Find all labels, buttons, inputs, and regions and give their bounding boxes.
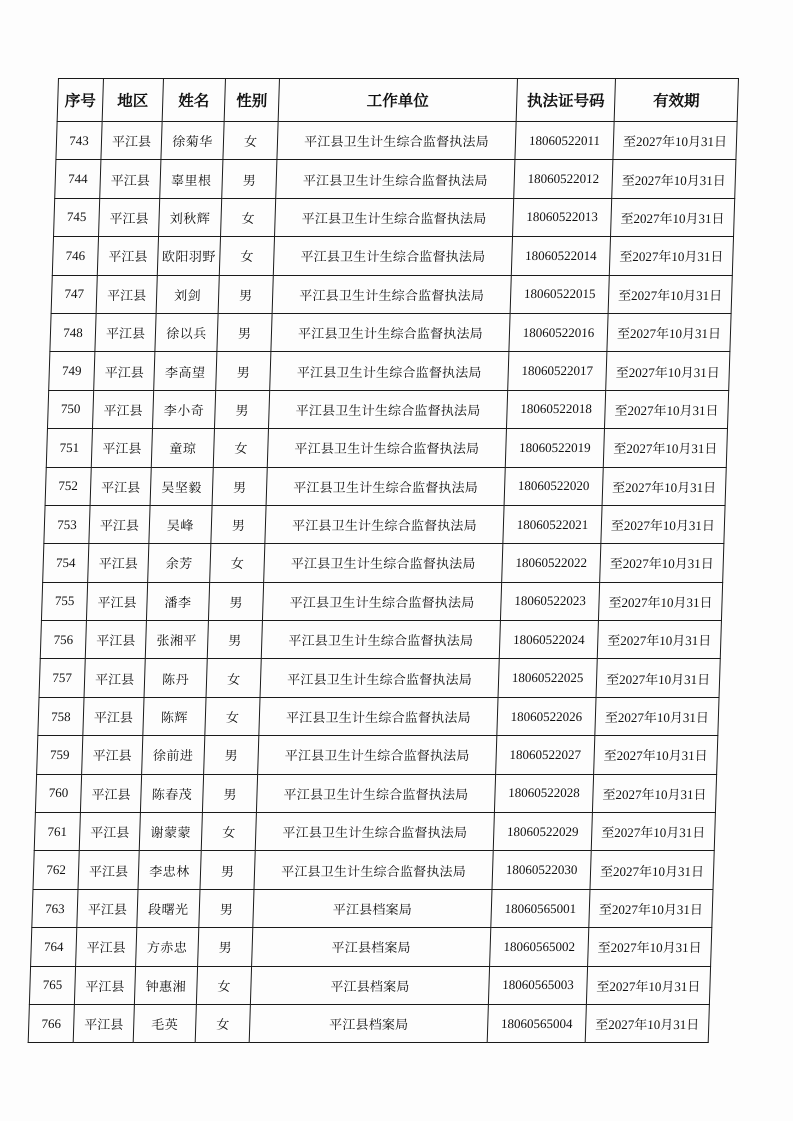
cell-unit: 平江县档案局 xyxy=(253,889,492,927)
cell-name: 张湘平 xyxy=(145,621,208,659)
table-row xyxy=(38,697,719,735)
table-row xyxy=(47,390,728,428)
cell-unit: 平江县卫生计生综合监督执法局 xyxy=(271,313,510,351)
cell-valid: 至2027年10月31日 xyxy=(600,544,724,582)
cell-gender: 男 xyxy=(212,467,267,505)
cell-name: 李高望 xyxy=(154,352,217,390)
cell-region: 平江县 xyxy=(89,505,150,543)
cell-region: 平江县 xyxy=(86,582,147,620)
table-row xyxy=(37,736,718,774)
cell-gender: 男 xyxy=(218,275,273,313)
cell-unit: 平江县卫生计生综合监督执法局 xyxy=(266,467,505,505)
cell-index: 760 xyxy=(35,774,81,812)
cell-name: 谢蒙蒙 xyxy=(139,813,202,851)
table-row xyxy=(41,582,722,620)
cell-cert: 18060522024 xyxy=(499,621,598,659)
cell-region: 平江县 xyxy=(77,889,138,927)
cell-name: 吴坚毅 xyxy=(150,467,213,505)
cell-gender: 女 xyxy=(219,237,274,275)
cell-name: 李忠林 xyxy=(138,851,201,889)
cell-region: 平江县 xyxy=(80,774,141,812)
cell-index: 763 xyxy=(32,889,78,927)
cell-name: 李小奇 xyxy=(152,390,215,428)
cell-index: 748 xyxy=(50,313,96,351)
header-region: 地区 xyxy=(102,79,163,122)
cell-region: 平江县 xyxy=(88,544,149,582)
table-row xyxy=(55,160,736,198)
cell-index: 746 xyxy=(52,237,98,275)
table-row xyxy=(34,813,715,851)
cell-cert: 18060522022 xyxy=(502,544,601,582)
cell-cert: 18060522012 xyxy=(514,160,613,198)
cell-index: 745 xyxy=(54,198,100,236)
cell-name: 陈丹 xyxy=(144,659,207,697)
cell-unit: 平江县卫生计生综合监督执法局 xyxy=(262,582,501,620)
cell-index: 751 xyxy=(46,429,92,467)
cell-gender: 女 xyxy=(213,429,268,467)
cell-cert: 18060522021 xyxy=(503,505,602,543)
cell-index: 766 xyxy=(28,1004,74,1042)
cell-valid: 至2027年10月31日 xyxy=(603,429,727,467)
cell-gender: 女 xyxy=(223,122,278,160)
cell-gender: 男 xyxy=(211,505,266,543)
cell-gender: 女 xyxy=(201,813,256,851)
cell-name: 陈辉 xyxy=(143,697,206,735)
cell-index: 759 xyxy=(37,736,83,774)
cell-valid: 至2027年10月31日 xyxy=(612,160,736,198)
table-header-row xyxy=(57,79,738,122)
cell-unit: 平江县档案局 xyxy=(252,928,491,966)
table-row xyxy=(29,966,710,1004)
cell-index: 757 xyxy=(39,659,85,697)
cell-region: 平江县 xyxy=(85,621,146,659)
cell-gender: 男 xyxy=(216,352,271,390)
cell-gender: 女 xyxy=(205,697,260,735)
cell-region: 平江县 xyxy=(82,736,143,774)
table-row xyxy=(40,621,721,659)
cell-valid: 至2027年10月31日 xyxy=(597,621,721,659)
cell-name: 童琼 xyxy=(151,429,214,467)
cell-region: 平江县 xyxy=(76,928,137,966)
cell-unit: 平江县档案局 xyxy=(249,1004,488,1042)
cell-index: 758 xyxy=(38,697,84,735)
cell-gender: 男 xyxy=(204,736,259,774)
cell-region: 平江县 xyxy=(73,1004,134,1042)
cell-valid: 至2027年10月31日 xyxy=(601,505,725,543)
cell-index: 752 xyxy=(45,467,91,505)
cell-cert: 18060522015 xyxy=(510,275,609,313)
cell-gender: 男 xyxy=(222,160,277,198)
table-row xyxy=(52,237,733,275)
table-row xyxy=(49,352,730,390)
cell-valid: 至2027年10月31日 xyxy=(598,582,722,620)
cell-valid: 至2027年10月31日 xyxy=(588,928,712,966)
cell-unit: 平江县卫生计生综合监督执法局 xyxy=(259,697,498,735)
cell-name: 钟惠湘 xyxy=(134,966,197,1004)
table-row xyxy=(50,313,731,351)
enforcement-roster-table xyxy=(28,78,739,1043)
cell-region: 平江县 xyxy=(100,160,161,198)
cell-name: 刘剑 xyxy=(156,275,219,313)
cell-gender: 男 xyxy=(200,851,255,889)
cell-valid: 至2027年10月31日 xyxy=(613,122,737,160)
cell-index: 761 xyxy=(34,813,80,851)
cell-valid: 至2027年10月31日 xyxy=(592,774,716,812)
cell-valid: 至2027年10月31日 xyxy=(606,352,730,390)
cell-unit: 平江县卫生计生综合监督执法局 xyxy=(268,390,507,428)
table-row xyxy=(46,429,727,467)
cell-unit: 平江县卫生计生综合监督执法局 xyxy=(254,851,493,889)
cell-region: 平江县 xyxy=(99,198,160,236)
cell-gender: 女 xyxy=(221,198,276,236)
cell-cert: 18060565002 xyxy=(490,928,589,966)
cell-region: 平江县 xyxy=(84,659,145,697)
cell-valid: 至2027年10月31日 xyxy=(608,275,732,313)
cell-region: 平江县 xyxy=(97,237,158,275)
cell-unit: 平江县卫生计生综合监督执法局 xyxy=(256,774,495,812)
cell-gender: 男 xyxy=(214,390,269,428)
cell-unit: 平江县卫生计生综合监督执法局 xyxy=(272,275,511,313)
cell-index: 762 xyxy=(33,851,79,889)
cell-region: 平江县 xyxy=(79,813,140,851)
cell-cert: 18060565001 xyxy=(491,889,590,927)
table-row xyxy=(44,505,725,543)
cell-valid: 至2027年10月31日 xyxy=(596,659,720,697)
cell-name: 刘秋辉 xyxy=(159,198,222,236)
cell-cert: 18060522029 xyxy=(493,813,592,851)
cell-index: 765 xyxy=(29,966,75,1004)
cell-region: 平江县 xyxy=(91,429,152,467)
cell-index: 749 xyxy=(49,352,95,390)
cell-valid: 至2027年10月31日 xyxy=(594,736,718,774)
cell-index: 750 xyxy=(47,390,93,428)
cell-gender: 男 xyxy=(217,313,272,351)
cell-index: 764 xyxy=(31,928,77,966)
cell-gender: 女 xyxy=(195,1004,250,1042)
cell-cert: 18060522017 xyxy=(508,352,607,390)
cell-valid: 至2027年10月31日 xyxy=(585,1004,709,1042)
cell-region: 平江县 xyxy=(96,275,157,313)
cell-gender: 女 xyxy=(196,966,251,1004)
table-body xyxy=(28,122,737,1043)
table-row xyxy=(51,275,732,313)
cell-name: 段曙光 xyxy=(137,889,200,927)
cell-index: 744 xyxy=(55,160,101,198)
cell-cert: 18060522019 xyxy=(505,429,604,467)
cell-region: 平江县 xyxy=(74,966,135,1004)
table-row xyxy=(35,774,716,812)
cell-index: 747 xyxy=(51,275,97,313)
cell-valid: 至2027年10月31日 xyxy=(607,313,731,351)
cell-cert: 18060522016 xyxy=(509,313,608,351)
cell-unit: 平江县卫生计生综合监督执法局 xyxy=(261,621,500,659)
table-row xyxy=(32,889,713,927)
cell-unit: 平江县卫生计生综合监督执法局 xyxy=(267,429,506,467)
cell-valid: 至2027年10月31日 xyxy=(611,198,735,236)
cell-valid: 至2027年10月31日 xyxy=(589,889,713,927)
cell-region: 平江县 xyxy=(101,122,162,160)
cell-valid: 至2027年10月31日 xyxy=(602,467,726,505)
cell-index: 753 xyxy=(44,505,90,543)
cell-name: 徐以兵 xyxy=(155,313,218,351)
cell-valid: 至2027年10月31日 xyxy=(590,851,714,889)
cell-gender: 男 xyxy=(207,621,262,659)
cell-name: 方赤忠 xyxy=(136,928,199,966)
cell-gender: 女 xyxy=(210,544,265,582)
cell-name: 潘李 xyxy=(146,582,209,620)
table-row xyxy=(33,851,714,889)
cell-cert: 18060522030 xyxy=(492,851,591,889)
cell-unit: 平江县卫生计生综合监督执法局 xyxy=(277,122,516,160)
table-row xyxy=(43,544,724,582)
header-index: 序号 xyxy=(57,79,103,122)
cell-valid: 至2027年10月31日 xyxy=(586,966,710,1004)
table-row xyxy=(56,122,737,160)
header-name: 姓名 xyxy=(162,79,225,122)
cell-unit: 平江县档案局 xyxy=(250,966,489,1004)
table-row xyxy=(54,198,735,236)
cell-name: 毛英 xyxy=(133,1004,196,1042)
cell-index: 755 xyxy=(41,582,87,620)
cell-gender: 男 xyxy=(198,928,253,966)
cell-name: 陈春茂 xyxy=(140,774,203,812)
cell-region: 平江县 xyxy=(92,390,153,428)
cell-cert: 18060522014 xyxy=(511,237,610,275)
header-valid: 有效期 xyxy=(614,79,738,122)
cell-unit: 平江县卫生计生综合监督执法局 xyxy=(258,736,497,774)
cell-cert: 18060522025 xyxy=(498,659,597,697)
cell-gender: 女 xyxy=(206,659,261,697)
cell-cert: 18060522023 xyxy=(500,582,599,620)
cell-region: 平江县 xyxy=(83,697,144,735)
cell-name: 吴峰 xyxy=(149,505,212,543)
cell-index: 754 xyxy=(43,544,89,582)
cell-valid: 至2027年10月31日 xyxy=(604,390,728,428)
cell-unit: 平江县卫生计生综合监督执法局 xyxy=(255,813,494,851)
cell-valid: 至2027年10月31日 xyxy=(591,813,715,851)
cell-gender: 男 xyxy=(208,582,263,620)
cell-cert: 18060522013 xyxy=(513,198,612,236)
cell-cert: 18060565004 xyxy=(487,1004,586,1042)
cell-name: 辜里根 xyxy=(160,160,223,198)
cell-region: 平江县 xyxy=(78,851,139,889)
cell-region: 平江县 xyxy=(90,467,151,505)
cell-cert: 18060522028 xyxy=(494,774,593,812)
cell-cert: 18060522011 xyxy=(515,122,614,160)
cell-name: 余芳 xyxy=(148,544,211,582)
cell-unit: 平江县卫生计生综合监督执法局 xyxy=(265,505,504,543)
cell-gender: 男 xyxy=(199,889,254,927)
cell-valid: 至2027年10月31日 xyxy=(595,697,719,735)
cell-unit: 平江县卫生计生综合监督执法局 xyxy=(270,352,509,390)
cell-region: 平江县 xyxy=(94,352,155,390)
table-row xyxy=(31,928,712,966)
cell-region: 平江县 xyxy=(95,313,156,351)
cell-cert: 18060522027 xyxy=(496,736,595,774)
table-row xyxy=(45,467,726,505)
cell-unit: 平江县卫生计生综合监督执法局 xyxy=(264,544,503,582)
header-gender: 性别 xyxy=(224,79,279,122)
cell-cert: 18060565003 xyxy=(488,966,587,1004)
cell-name: 欧阳羽野 xyxy=(157,237,220,275)
cell-unit: 平江县卫生计生综合监督执法局 xyxy=(260,659,499,697)
table-row xyxy=(28,1004,709,1042)
cell-name: 徐菊华 xyxy=(161,122,224,160)
cell-cert: 18060522018 xyxy=(506,390,605,428)
cell-cert: 18060522020 xyxy=(504,467,603,505)
cell-name: 徐前进 xyxy=(142,736,205,774)
cell-unit: 平江县卫生计生综合监督执法局 xyxy=(276,160,515,198)
cell-unit: 平江县卫生计生综合监督执法局 xyxy=(275,198,514,236)
header-unit: 工作单位 xyxy=(278,79,517,122)
cell-valid: 至2027年10月31日 xyxy=(609,237,733,275)
cell-index: 756 xyxy=(40,621,86,659)
cell-index: 743 xyxy=(56,122,102,160)
cell-cert: 18060522026 xyxy=(497,697,596,735)
cell-gender: 男 xyxy=(202,774,257,812)
header-cert: 执法证号码 xyxy=(516,79,615,122)
cell-unit: 平江县卫生计生综合监督执法局 xyxy=(273,237,512,275)
table-row xyxy=(39,659,720,697)
